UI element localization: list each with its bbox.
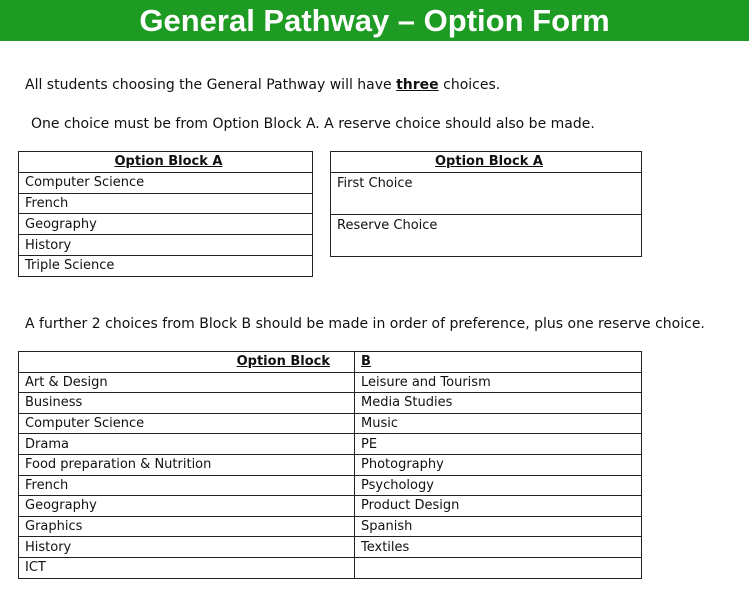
intro-line-1-after: choices. <box>438 77 501 93</box>
reserve-choice-field[interactable]: Reserve Choice <box>331 214 642 256</box>
block-b-subject-right: Spanish <box>355 516 642 537</box>
block-a-subject: Computer Science <box>19 172 313 193</box>
block-b-subject-left: History <box>19 537 355 558</box>
block-a-subject-table <box>18 151 313 277</box>
block-b-subject-right: Leisure and Tourism <box>355 372 642 393</box>
block-b-subject-right: Psychology <box>355 475 642 496</box>
block-b-subject-right-empty <box>355 557 642 578</box>
intro-line-2: One choice must be from Option Block A. A reserve choice should also be made. <box>31 116 595 132</box>
block-b-header-right: B <box>355 352 642 373</box>
block-a-choice-header: Option Block A <box>331 152 642 173</box>
block-b-subject-left: Computer Science <box>19 413 355 434</box>
block-a-header: Option Block A <box>19 152 313 173</box>
block-b-subject-left: French <box>19 475 355 496</box>
block-b-subject-right: Music <box>355 413 642 434</box>
block-b-subject-left: Geography <box>19 496 355 517</box>
block-b-subject-right: Media Studies <box>355 393 642 414</box>
block-a-subject: Geography <box>19 214 313 235</box>
block-a-subject: History <box>19 235 313 256</box>
block-b-subject-right: Textiles <box>355 537 642 558</box>
intro-line-1-before: All students choosing the General Pathway will have <box>25 77 397 93</box>
block-b-subject-left: Food preparation & Nutrition <box>19 454 355 475</box>
block-a-choice-table <box>330 151 642 257</box>
block-b-subject-left: ICT <box>19 557 355 578</box>
block-b-subject-right: Photography <box>355 454 642 475</box>
block-b-subject-table <box>18 351 642 579</box>
intro-emphasis-three: three <box>396 77 439 93</box>
block-b-intro: A further 2 choices from Block B should be made in order of preference, plus one reserve choice. <box>25 316 705 332</box>
block-b-subject-left: Graphics <box>19 516 355 537</box>
page-title: General Pathway – Option Form <box>0 0 749 41</box>
intro-line-1 <box>25 77 500 93</box>
first-choice-field[interactable]: First Choice <box>331 172 642 214</box>
block-a-subject: Triple Science <box>19 255 313 276</box>
block-b-subject-right: PE <box>355 434 642 455</box>
block-a-subject: French <box>19 193 313 214</box>
block-b-subject-left: Drama <box>19 434 355 455</box>
block-b-subject-left: Art & Design <box>19 372 355 393</box>
block-b-subject-left: Business <box>19 393 355 414</box>
block-b-header-left: Option Block <box>19 352 355 373</box>
block-b-subject-right: Product Design <box>355 496 642 517</box>
